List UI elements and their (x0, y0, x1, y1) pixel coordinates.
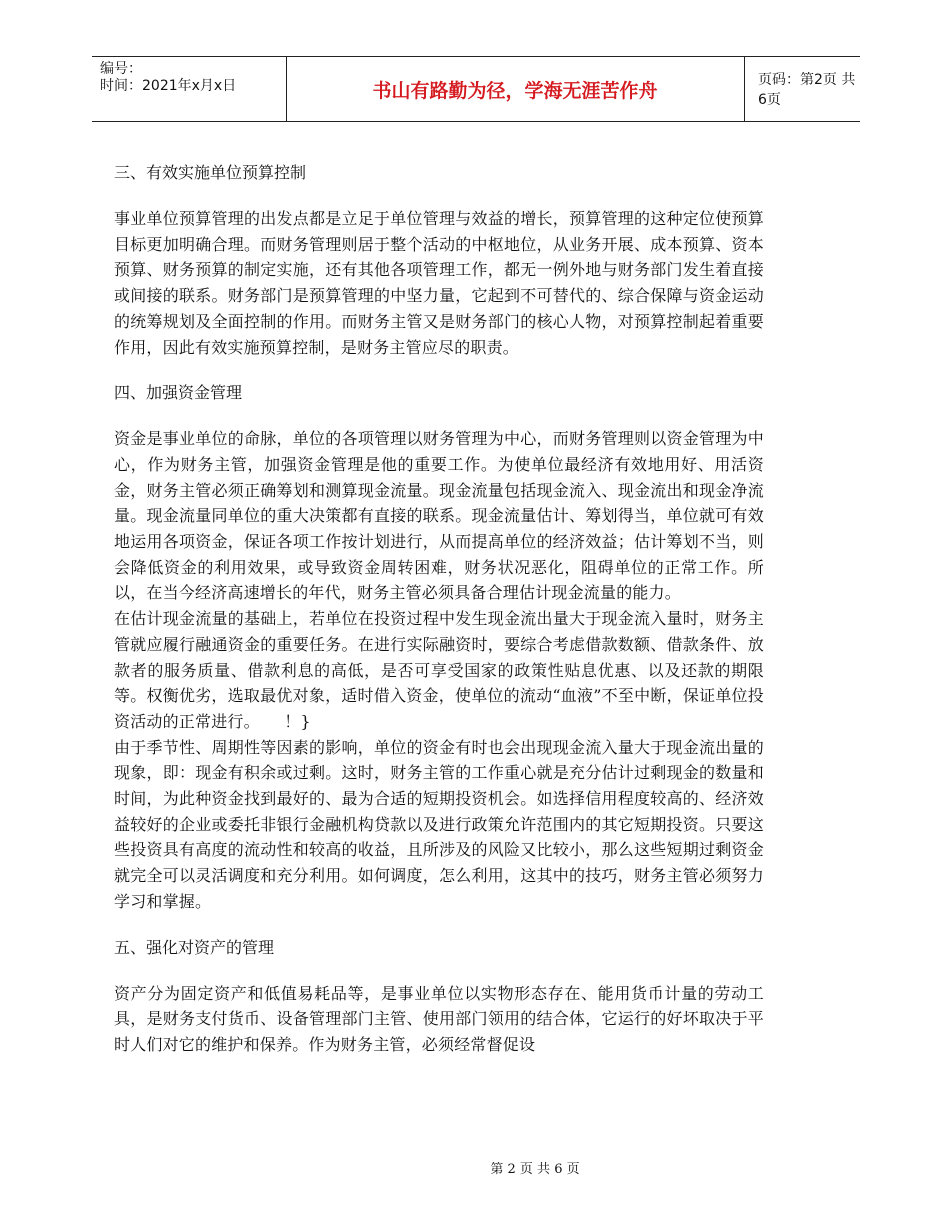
section-heading: 四、加强资金管理 (114, 383, 243, 403)
section-heading: 三、有效实施单位预算控制 (114, 163, 307, 182)
document-time-label: 时间：2021年x月x日 (100, 78, 237, 94)
header-meta (100, 61, 236, 95)
paragraph: 资产分为固定资产和低值易耗品等，是事业单位以实物形态存在、能用货币计量的劳动工具，是财务支付货币、设备管理部门主管、使用部门领用的结合体，它运行的好坏取决于平时人们对它的维护和保养。作为财务主管，必须经常督促设 (114, 983, 764, 1054)
paragraph: 事业单位预算管理的出发点都是立足于单位管理与效益的增长，预算管理的这种定位使预算目标更加明确合理。而财务管理则居于整个活动的中枢地位，从业务开展、成本预算、资本预算、财务预算的制定实施，还有其他各项管理工作，都无一例外地与财务部门发生着直接或间接的联系。财务部门是预算管理的中坚力量，它起到不可替代的、综合保障与资金运动的统筹规划及全面控制的作用。而财务主管又是财务部门的核心人物，对预算控制起着重要作用，因此有效实施预算控制，是财务主管应尽的职责。 (114, 209, 764, 357)
header-divider-right (744, 57, 745, 121)
page-footer (0, 1158, 950, 1177)
header-motto: 书山有路勤为径，学海无涯苦作舟 (372, 79, 658, 102)
section-heading: 五、强化对资产的管理 (114, 937, 275, 957)
paragraph: 由于季节性、周期性等因素的影响，单位的资金有时也会出现现金流入量大于现金流出量的现象，即：现金有积余或过剩。这时，财务主管的工作重心就是充分估计过剩现金的数量和时间，为此种资金找到最好的、最为合适的短期投资机会。如选择信用程度较高的、经济效益较好的企业或委托非银行金融机构贷款以及进行政策允许范围内的其它短期投资。只要这些投资具有高度的流动性和较高的收益，且所涉及的风险又比较小，那么这些短期过剩资金就完全可以灵活调度和充分利用。如何调度，怎么利用，这其中的技巧，财务主管必须努力学习和掌握。 (114, 737, 764, 911)
document-number-label: 编号： (100, 61, 142, 77)
paragraph: 资金是事业单位的命脉，单位的各项管理以财务管理为中心，而财务管理则以资金管理为中心，作为财务主管，加强资金管理是他的重要工作。为使单位最经济有效地用好、用活资金，财务主管必须正确筹划和测算现金流量。现金流量包括现金流入、现金流出和现金净流量。现金流量同单位的重大决策都有直接的联系。现金流量估计、筹划得当，单位就可有效地运用各项资金，保证各项工作按计划进行，从而提高单位的经济效益；估计筹划不当，则会降低资金的利用效果，或导致资金周转困难，财务状况恶化，阻碍单位的正常工作。所以，在当今经济高速增长的年代，财务主管必须具备合理估计现金流量的能力。 (114, 429, 764, 603)
paragraph: 在估计现金流量的基础上，若单位在投资过程中发生现金流出量大于现金流入量时，财务主管就应履行融通资金的重要任务。在进行实际融资时，要综合考虑借款数额、借款条件、放款者的服务质量、借款利息的高低，是否可享受国家的政策性贴息优惠、以及还款的期限等。权衡优劣，选取最优对象，适时借入资金，使单位的流动“血液”不至中断，保证单位投资活动的正常进行。 ！} (114, 609, 764, 731)
page-header (92, 56, 860, 122)
footer-page-number: 第 2 页 共 6 页 (490, 1162, 580, 1177)
header-page-number: 页码：第2页 共6页 (758, 72, 856, 108)
document-body (114, 160, 764, 1078)
